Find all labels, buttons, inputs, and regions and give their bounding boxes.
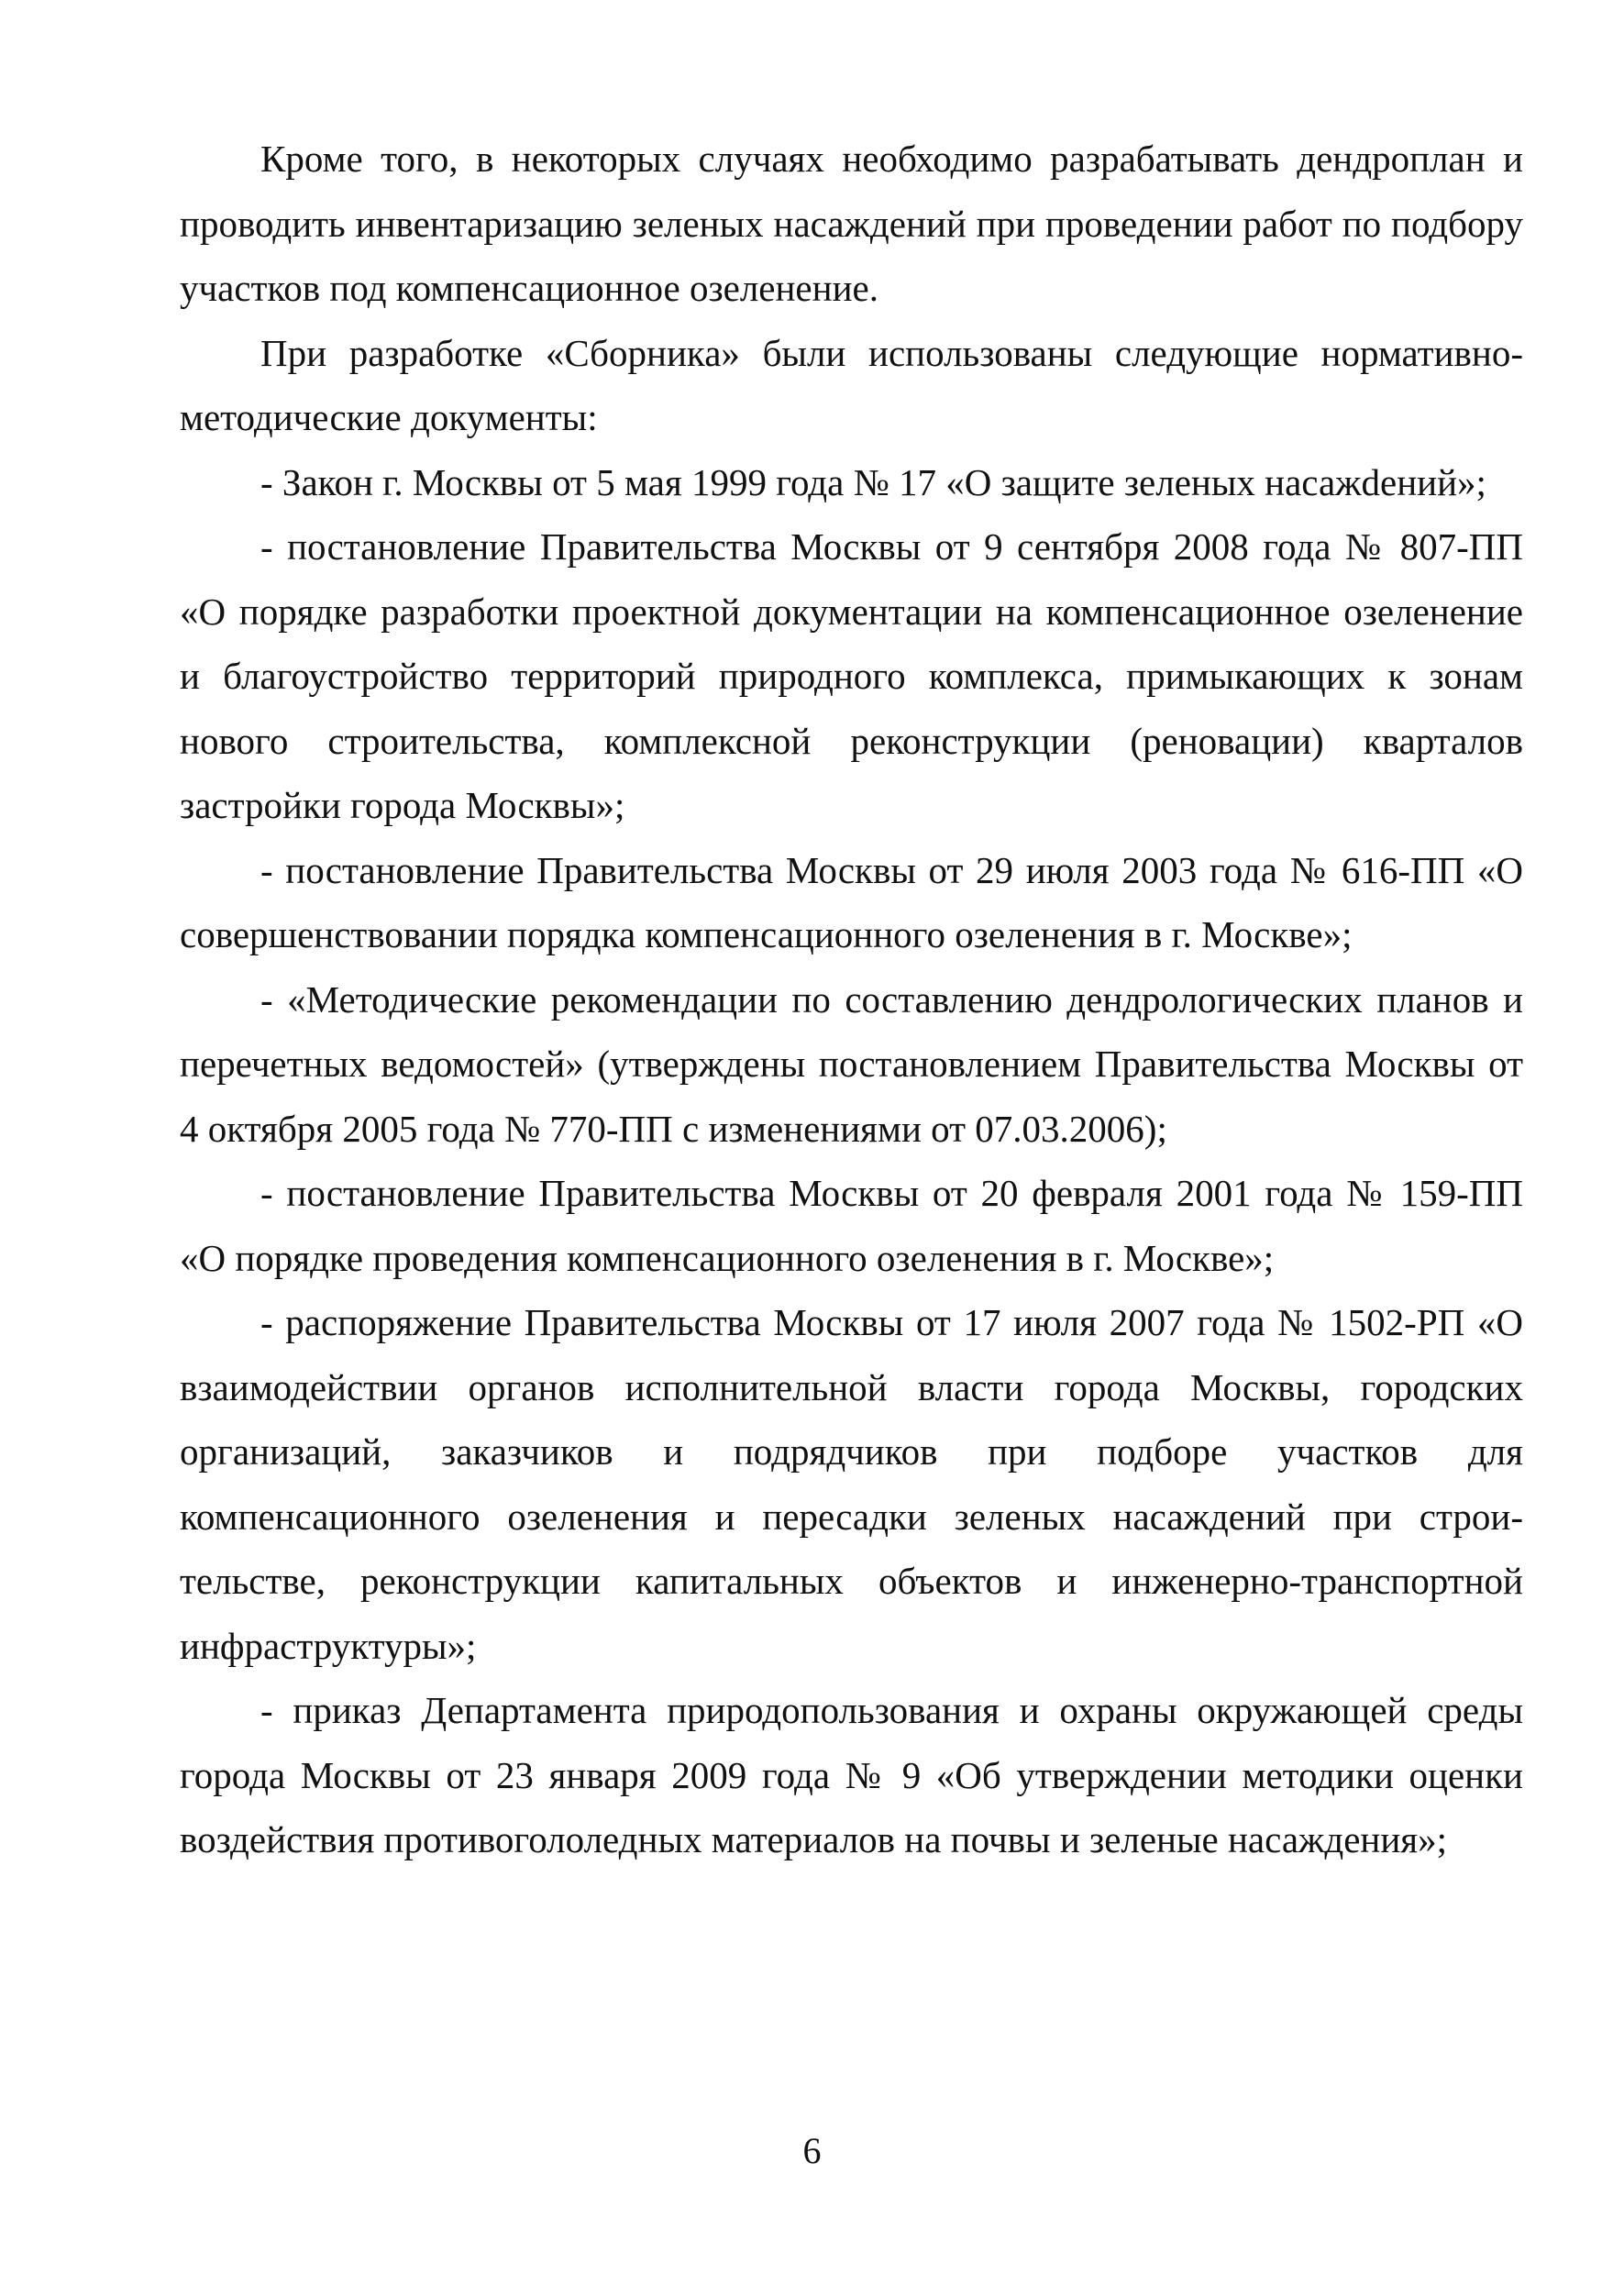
list-item-807-pp: - постановление Правительства Москвы от 9 сентября 2008 года № 807-ПП «О порядке разработки проектной документации на компенсационное озеленение и благоустройство территорий природного комплекса, примыкающих к зонам нового строительства, комплексной реконструкции (реновации) кварталов застройки города Москвы»; [180, 525, 1523, 826]
paragraph-intro: Кроме того, в некоторых случаях необходимо разрабатывать дендроплан и проводить инвентаризацию зеленых насаждений при проведении работ по подбору участков под компенсационное озеленение. [180, 138, 1523, 309]
list-item-1502-rp: - распоряжение Правительства Москвы от 17 июля 2007 года № 1502-РП «О взаимодействии органов исполнительной власти города Москвы, городских организаций, заказчиков и подрядчиков при подборе участков для компенсационного озеленения и пересадки зеленых насаждений при строительстве, реконструкции капитальных объектов и инженерно-транспортной инфраструктуры»; [180, 1301, 1523, 1667]
list-item-law-17: - Закон г. Москвы от 5 мая 1999 года № 17 «О защите зеленых насажdений»; [260, 460, 1486, 503]
list-item-order-9: - приказ Департамента природопользования и охраны окружающей среды города Москвы от 23 января 2009 года № 9 «Об утверждении методики оценки воздействия противогололедных материалов на почвы и зеленые насаждения»; [180, 1689, 1523, 1860]
list-item-159-pp: - постановление Правительства Москвы от 20 февраля 2001 года № 159-ПП «О порядке проведения компенсационного озеленения в г. Москве»; [180, 1172, 1523, 1279]
body-text [180, 127, 1523, 1872]
paragraph-sources-lead: При разработке «Сборника» были использованы следующие нормативно-методические документы: [180, 331, 1523, 438]
list-item-method-recommendations: - «Методические рекомендации по составлению дендрологических планов и перечетных ведомостей» (утверждены постановлением Правительства Москвы от 4 октября 2005 года № 770-ПП с изменениями от 07.03.2006); [180, 977, 1523, 1150]
page-number: 6 [802, 2130, 822, 2171]
list-item-616-pp: - постановление Правительства Москвы от 29 июля 2003 года № 616-ПП «О совершенствовании порядка компенсационного озеленения в г. Москве»; [180, 848, 1523, 955]
